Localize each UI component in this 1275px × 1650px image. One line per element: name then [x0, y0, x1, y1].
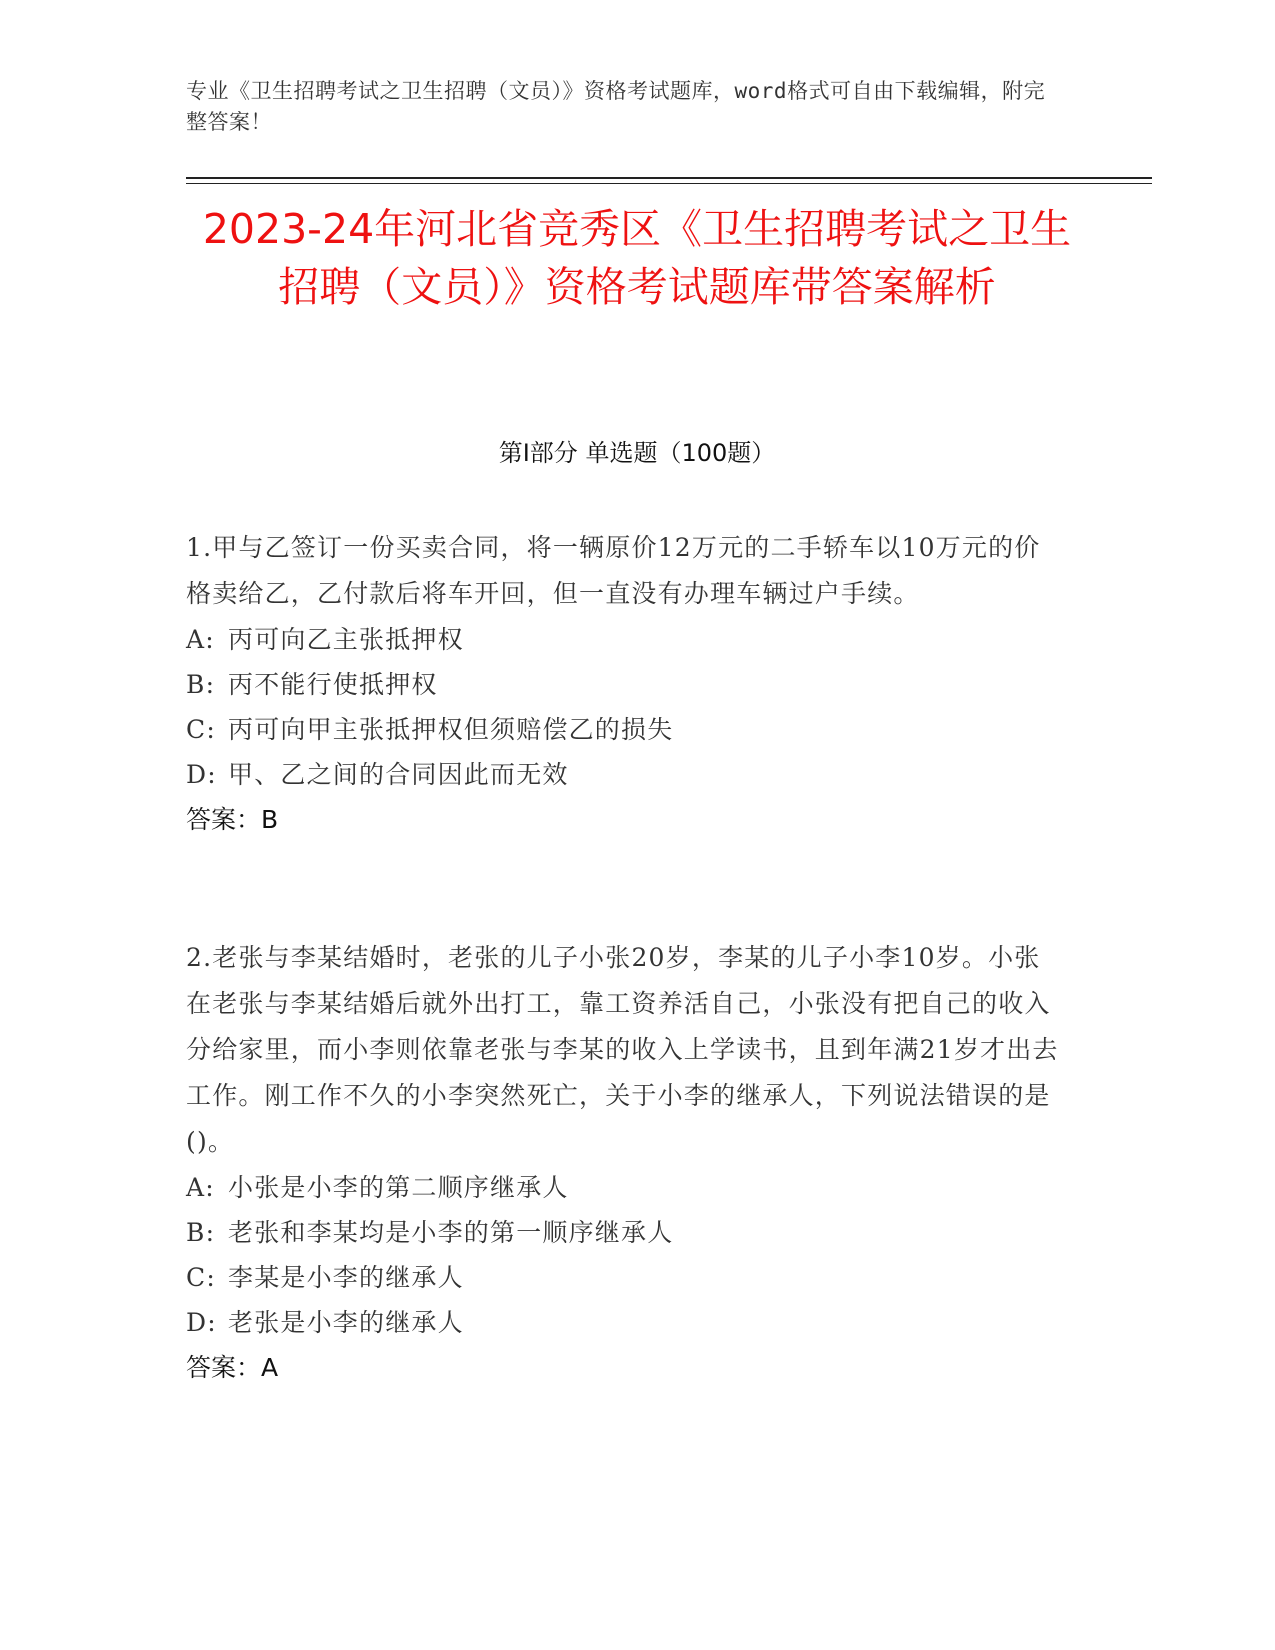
header-divider-thick [186, 177, 1152, 179]
header-note: 专业《卫生招聘考试之卫生招聘（文员）》资格考试题库，word格式可自由下载编辑，附完整答案！ [186, 79, 1046, 134]
answer-line: 答案：A [186, 1353, 279, 1382]
option-c [186, 707, 1066, 752]
question-2 [186, 935, 1066, 1391]
question-stem: 2.老张与李某结婚时，老张的儿子小张20岁，李某的儿子小李10岁。小张在老张与李某结婚后就外出打工，靠工资养活自己，小张没有把自己的收入分给家里，而小李则依靠老张与李某的收入上学读书，且到年满21岁才出去工作。刚工作不久的小李突然死亡，关于小李的继承人，下列说法错误的是()。 [186, 943, 1059, 1156]
option-text: 老张是小李的继承人 [228, 1308, 464, 1337]
option-b [186, 1210, 1066, 1255]
option-d [186, 752, 1066, 797]
option-text: 丙可向甲主张抵押权但须赔偿乙的损失 [228, 715, 674, 744]
option-a [186, 1165, 1066, 1210]
option-text: 丙不能行使抵押权 [228, 670, 438, 699]
option-c [186, 1255, 1066, 1300]
option-text: 甲、乙之间的合同因此而无效 [228, 760, 569, 789]
section-title: 第Ⅰ部分 单选题（100题） [498, 439, 776, 467]
option-a [186, 617, 1066, 662]
option-text: 丙可向乙主张抵押权 [228, 625, 464, 654]
option-text: 李某是小李的继承人 [228, 1263, 464, 1292]
option-letter: A: [186, 1173, 215, 1202]
option-d [186, 1300, 1066, 1345]
question-1 [186, 525, 1066, 843]
option-letter: A: [186, 625, 215, 654]
option-letter: B: [186, 670, 216, 699]
option-letter: C: [186, 715, 216, 744]
question-stem: 1.甲与乙签订一份买卖合同，将一辆原价12万元的二手轿车以10万元的价格卖给乙，乙付款后将车开回，但一直没有办理车辆过户手续。 [186, 533, 1041, 608]
option-letter: B: [186, 1218, 216, 1247]
option-letter: C: [186, 1263, 216, 1292]
answer-line: 答案：B [186, 805, 279, 834]
option-text: 老张和李某均是小李的第一顺序继承人 [228, 1218, 674, 1247]
document-title: 2023-24年河北省竞秀区《卫生招聘考试之卫生招聘（文员）》资格考试题库带答案解析 [202, 205, 1072, 311]
option-b [186, 662, 1066, 707]
option-letter: D: [186, 1308, 217, 1337]
option-text: 小张是小李的第二顺序继承人 [228, 1173, 569, 1202]
option-letter: D: [186, 760, 217, 789]
header-divider-thin [186, 183, 1152, 184]
